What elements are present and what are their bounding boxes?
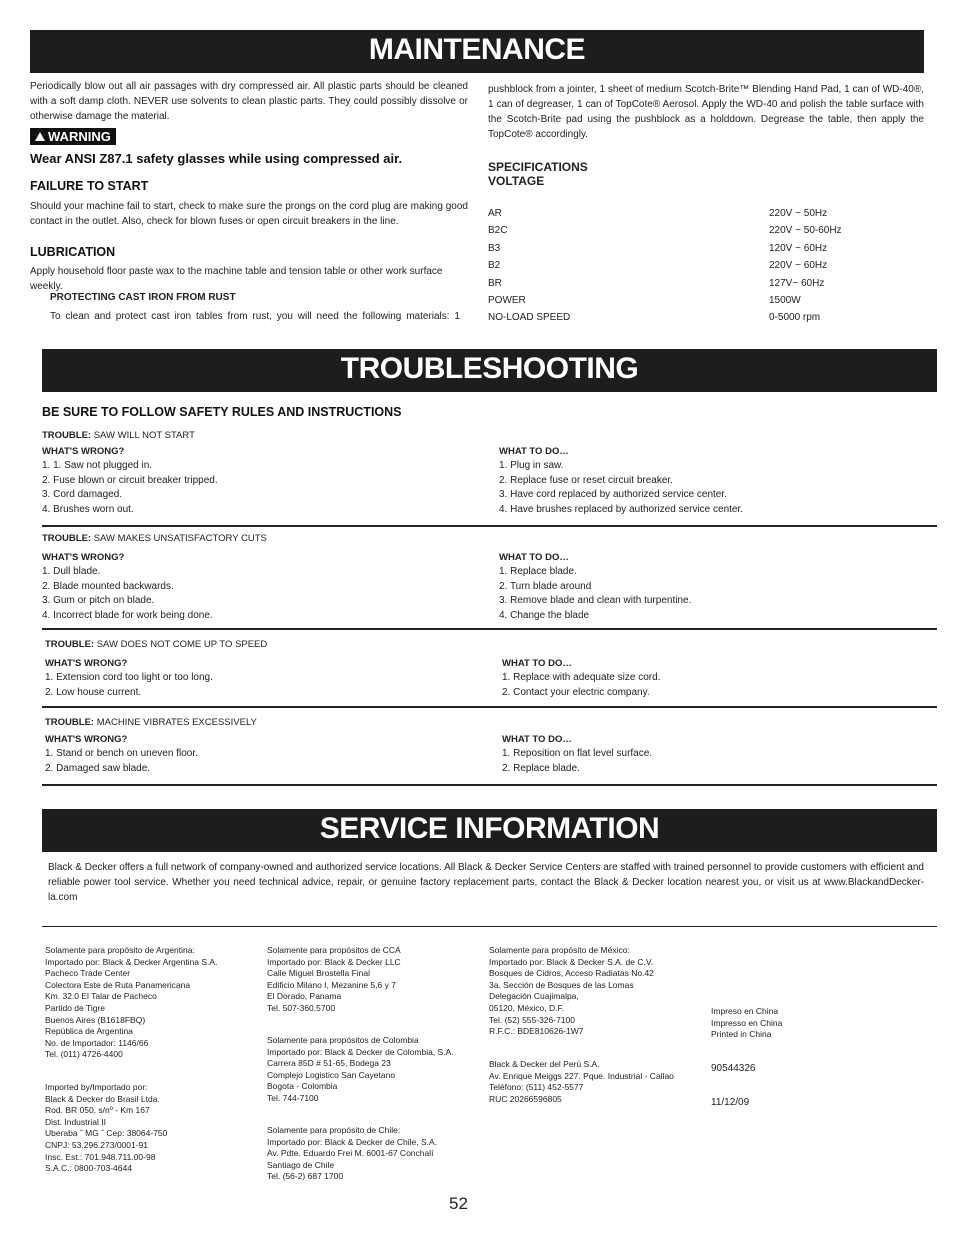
importer-brasil <box>45 1082 260 1175</box>
address-line: Santiago de Chile <box>267 1159 335 1170</box>
address-line: Solamente para propósitos de CCA <box>267 945 401 955</box>
address-line: Solamente para propósito de Chile: <box>267 1125 401 1135</box>
page-number: 52 <box>449 1194 468 1213</box>
part-number: 90544326 <box>711 1063 756 1074</box>
address-line: R.F.C.: BDE810626-1W7 <box>489 1026 584 1037</box>
todo-label: WHAT TO DO… <box>502 658 572 669</box>
trouble-label: TROUBLE: <box>45 717 95 728</box>
lubrication-text: Apply household floor paste wax to the machine table and tension table or other work surface weekly. <box>30 266 443 292</box>
list-item: 2. Replace fuse or reset circuit breaker. <box>499 474 673 486</box>
trouble-line <box>45 639 267 650</box>
address-line: Printed in China <box>711 1029 772 1040</box>
list-item: 4. Have brushes replaced by authorized service center. <box>499 503 744 515</box>
wrong-label: WHAT'S WRONG? <box>45 734 128 745</box>
address-line: CNPJ: 53.296.273/0001-91 <box>45 1139 149 1150</box>
address-line: Av. Pdte. Eduardo Frei M. 6001-67 Conchalí <box>267 1148 434 1159</box>
address-line: Black & Decker do Brasil Ltda. <box>45 1093 160 1104</box>
importer-argentina <box>45 945 260 1061</box>
address-line: RUC 20266596805 <box>489 1093 562 1104</box>
importer-cca <box>267 945 482 1015</box>
list-item: 1. Dull blade. <box>42 566 101 577</box>
spec-value-text: 127V~ 60Hz <box>769 278 825 289</box>
address-line: Pacheco Trade Center <box>45 968 131 979</box>
troubleshooting-subtitle: BE SURE TO FOLLOW SAFETY RULES AND INSTRUCTIONS <box>42 405 402 419</box>
wrong-list <box>45 747 198 776</box>
service-text: Black & Decker offers a full network of company-owned and authorized service locations. All Black & Decker Service Centers are staffed with trained personnel to provide customers with efficient and reliable power tool service. Whether you need technical advice, repair, or genuine factory replacement parts, contact the Black & Decker location nearest you, or visit us at www.BlackandDecker-la.com <box>48 862 924 903</box>
address-line: S.A.C.: 0800-703-4644 <box>45 1163 132 1174</box>
divider <box>42 628 937 630</box>
spec-label: BR <box>488 278 502 289</box>
address-line: Av. Enrique Meiggs 227. Pque. Industrial - Callao <box>489 1070 674 1081</box>
address-line: Importado por: Black & Decker LLC <box>267 956 401 967</box>
list-item: 1. Plug in saw. <box>499 460 564 471</box>
spec-value <box>769 243 827 254</box>
importer-colombia <box>267 1035 482 1105</box>
trouble-text: MACHINE VIBRATES EXCESSIVELY <box>96 717 257 728</box>
address-line: Uberaba ˆ MG ˆ Cep: 38064-750 <box>45 1128 168 1139</box>
todo-label: WHAT TO DO… <box>502 734 572 745</box>
address-line: Importado por: Black & Decker Argentina S.A. <box>45 956 218 967</box>
service-title: SERVICE INFORMATION <box>319 812 660 845</box>
spec-row <box>488 225 507 236</box>
list-item: 3. Cord damaged. <box>42 489 123 500</box>
troubleshooting-title: TROUBLESHOOTING <box>340 352 639 385</box>
rust-text-2: pushblock from a jointer, 1 sheet of medium Scotch-Brite™ Blending Hand Pad, 1 can of WD-40®, 1 can of degreaser, 1 can of TopCote® Aerosol. Apply the WD-40 and polish the table surface with the Scotch-Brite pad using the pushblock as a holddown. Degrease the table, then apply the TopCote® accordingly. <box>488 84 924 140</box>
list-item: 1. Extension cord too light or too long. <box>45 672 213 683</box>
troubleshooting-banner <box>42 349 937 392</box>
rust-heading: PROTECTING CAST IRON FROM RUST <box>50 292 236 303</box>
warning-triangle-icon <box>35 132 45 141</box>
wrong-list <box>42 459 218 517</box>
trouble-label: TROUBLE: <box>45 639 95 650</box>
list-item: 3. Gum or pitch on blade. <box>42 595 155 606</box>
list-item: 1. Stand or bench on uneven floor. <box>45 748 198 759</box>
list-item: 1. Replace blade. <box>499 566 577 577</box>
printed-in <box>711 1006 891 1041</box>
list-item: 1. Reposition on flat level surface. <box>502 748 653 759</box>
wrong-list <box>42 565 213 623</box>
trouble-text: SAW DOES NOT COME UP TO SPEED <box>96 639 268 650</box>
spec-value <box>769 295 801 306</box>
address-line: Importado por: Black & Decker S.A. de C.V. <box>489 956 654 967</box>
list-item: 4. Brushes worn out. <box>42 503 134 515</box>
address-line: Delegación Cuajimalpa, <box>489 991 579 1002</box>
address-line: Complejo Logistico San Cayetano <box>267 1069 396 1080</box>
spec-label: B2 <box>488 260 501 271</box>
divider <box>42 706 937 708</box>
spec-label: NO-LOAD SPEED <box>488 312 571 323</box>
importer-chile <box>267 1125 482 1183</box>
trouble-text: SAW MAKES UNSATISFACTORY CUTS <box>93 533 267 544</box>
voltage-heading: VOLTAGE <box>488 174 545 188</box>
address-line: Bogota - Colombia <box>267 1081 338 1092</box>
print-date: 11/12/09 <box>711 1097 750 1108</box>
warning-badge <box>30 128 116 146</box>
todo-label: WHAT TO DO… <box>499 552 569 563</box>
trouble-label: TROUBLE: <box>42 430 92 441</box>
address-line: No. de Importador: 1146/66 <box>45 1037 149 1048</box>
address-line: Impreso en China <box>711 1006 779 1016</box>
spec-row <box>488 260 500 271</box>
list-item: 1. 1. Saw not plugged in. <box>42 460 153 471</box>
importer-peru <box>489 1059 704 1105</box>
address-line: Buenos Aires (B1618FBQ) <box>45 1014 146 1025</box>
maintenance-banner <box>30 30 924 73</box>
wrong-label: WHAT'S WRONG? <box>45 658 128 669</box>
list-item: 4. Incorrect blade for work being done. <box>42 609 213 621</box>
warning-label: WARNING <box>48 129 111 144</box>
spec-value <box>769 225 842 236</box>
todo-list <box>499 459 743 517</box>
importer-mexico <box>489 945 704 1038</box>
list-item: 2. Low house current. <box>45 686 142 698</box>
spec-value <box>769 260 827 271</box>
failure-text: Should your machine fail to start, check to make sure the prongs on the cord plug are making good contact in the outlet. Also, check for blown fuses or open circuit breakers in the line. <box>30 201 468 227</box>
address-line: República de Argentina <box>45 1026 133 1037</box>
spec-value <box>769 208 827 219</box>
address-line: Importado por: Black & Decker de Chile, S.A. <box>267 1136 438 1147</box>
list-item: 1. Replace with adequate size cord. <box>502 672 661 683</box>
spec-row <box>488 278 502 289</box>
address-line: Calle Miguel Brostella Final <box>267 968 370 979</box>
spec-value <box>769 278 824 289</box>
list-item: 3. Remove blade and clean with turpentine. <box>499 595 692 606</box>
wrong-label: WHAT'S WRONG? <box>42 446 125 457</box>
warning-text: Wear ANSI Z87.1 safety glasses while using compressed air. <box>30 151 403 166</box>
maintenance-title: MAINTENANCE <box>368 33 586 66</box>
todo-list <box>502 671 660 700</box>
address-line: Solamente para propósito de Argentina: <box>45 945 195 955</box>
address-line: 05120, México, D.F. <box>489 1002 565 1013</box>
spec-row <box>488 208 502 219</box>
lubrication-heading: LUBRICATION <box>30 245 116 259</box>
address-line: Solamente para propósitos de Colombia <box>267 1035 419 1045</box>
address-line: Insc. Est.: 701.948.711.00-98 <box>45 1151 156 1162</box>
wrong-label: WHAT'S WRONG? <box>42 552 125 563</box>
spec-label: B2C <box>488 225 508 236</box>
spec-value-text: 220V ~ 50Hz <box>769 208 828 219</box>
list-item: 2. Turn blade around <box>499 580 592 592</box>
list-item: 3. Have cord replaced by authorized service center. <box>499 489 727 500</box>
address-line: Colectora Este de Ruta Panamericana <box>45 979 191 990</box>
rust-text-1: To clean and protect cast iron tables from rust, you will need the following materials: 1 <box>50 311 460 322</box>
address-line: Partido de Tigre <box>45 1002 106 1013</box>
address-line: Tel. 507-360.5700 <box>267 1002 336 1013</box>
trouble-line <box>45 717 257 728</box>
spec-label: B3 <box>488 243 501 254</box>
address-line: Teléfono: (511) 452-5577 <box>489 1082 584 1093</box>
address-line: Tel. (52) 555-326-7100 <box>489 1014 576 1025</box>
spec-row <box>488 295 526 306</box>
divider <box>42 784 937 786</box>
address-line: El Dorado, Panama <box>267 991 342 1002</box>
list-item: 2. Blade mounted backwards. <box>42 580 174 592</box>
spec-row <box>488 312 570 323</box>
spec-value-text: 120V ~ 60Hz <box>769 243 828 254</box>
address-line: Carrera 85D # 51-65, Bodega 23 <box>267 1058 391 1069</box>
list-item: 4. Change the blade <box>499 609 590 621</box>
list-item: 2. Replace blade. <box>502 762 580 774</box>
address-line: Solamente para propósito de México: <box>489 945 630 955</box>
maintenance-intro: Periodically blow out all air passages with dry compressed air. All plastic parts should be cleaned with a soft damp cloth. NEVER use solvents to clean plastic parts. They could possibly dissolve or otherwise damage the material. <box>30 81 468 122</box>
list-item: 2. Damaged saw blade. <box>45 762 151 774</box>
address-line: Km. 32.0 El Talar de Pacheco <box>45 991 157 1002</box>
address-line: Tel. (011) 4726-4400 <box>45 1049 123 1060</box>
service-banner <box>42 809 937 852</box>
spec-label: AR <box>488 208 502 219</box>
spec-value-text: 1500W <box>769 295 801 306</box>
address-line: Black & Decker del Perú S.A. <box>489 1059 600 1069</box>
todo-list <box>502 747 652 776</box>
failure-heading: FAILURE TO START <box>30 179 149 193</box>
todo-list <box>499 565 691 623</box>
trouble-label: TROUBLE: <box>42 533 92 544</box>
list-item: 2. Contact your electric company. <box>502 686 650 698</box>
address-line: Tel. 744-7100 <box>267 1092 319 1103</box>
trouble-line <box>42 533 267 544</box>
spec-value-text: 0-5000 rpm <box>769 312 821 323</box>
address-line: Impresso en China <box>711 1017 783 1028</box>
trouble-line <box>42 430 195 441</box>
address-line: Bosques de Cidros, Acceso Radiatas No.42 <box>489 968 654 979</box>
spec-row <box>488 243 500 254</box>
divider <box>42 926 937 927</box>
todo-label: WHAT TO DO… <box>499 446 569 457</box>
address-line: Tel. (56-2) 687 1700 <box>267 1171 344 1182</box>
trouble-text: SAW WILL NOT START <box>93 430 195 441</box>
spec-value-text: 220V ~ 60Hz <box>769 260 828 271</box>
list-item: 2. Fuse blown or circuit breaker tripped. <box>42 474 218 486</box>
divider <box>42 525 937 527</box>
address-line: 3a. Sección de Bosques de las Lomas <box>489 979 634 990</box>
address-line: Dist. Industrial II <box>45 1116 106 1127</box>
spec-label: POWER <box>488 295 526 306</box>
address-line: Edificio Milano I, Mezanine 5,6 y 7 <box>267 979 396 990</box>
spec-value-text: 220V ~ 50-60Hz <box>769 225 842 236</box>
spec-heading: SPECIFICATIONS <box>488 160 588 174</box>
spec-value <box>769 312 820 323</box>
address-line: Imported by/Importado por: <box>45 1082 148 1092</box>
address-line: Importado por: Black & Decker de Colombia, S.A. <box>267 1046 454 1057</box>
wrong-list <box>45 671 213 700</box>
address-line: Rod. BR 050, s/nº - Km 167 <box>45 1105 150 1116</box>
